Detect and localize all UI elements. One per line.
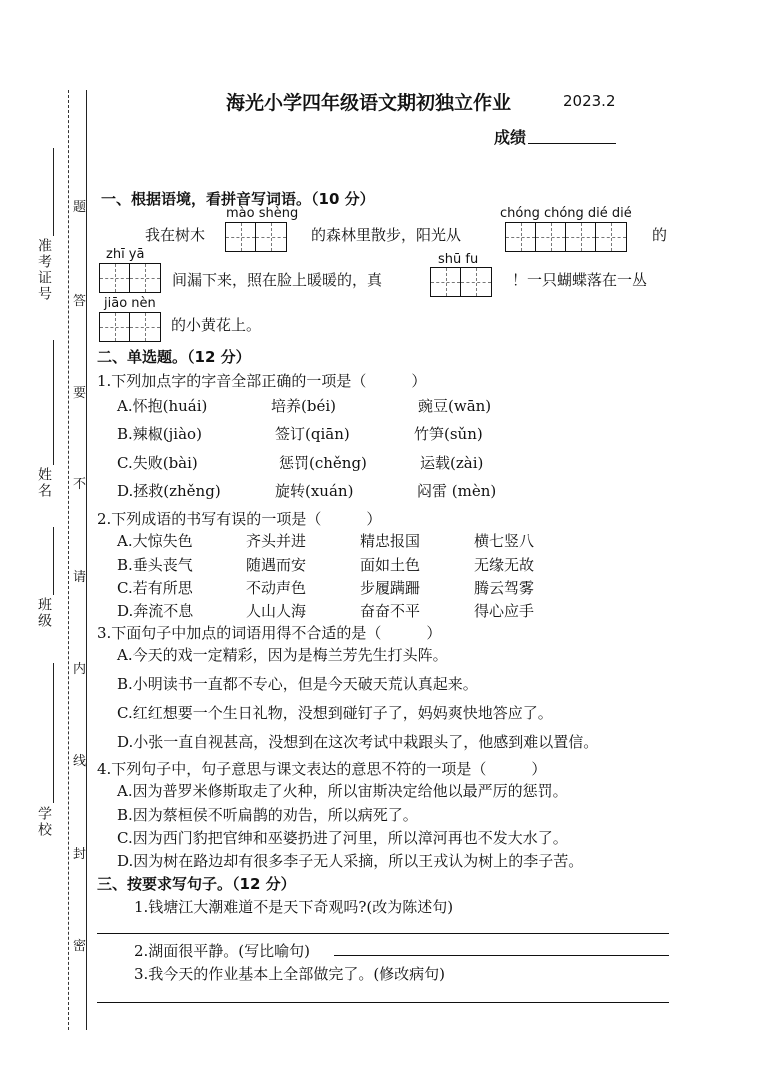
question-3-stem: 3.下面句子中加点的词语用得不合适的是（ ）: [97, 624, 442, 642]
q2-option: 精忠报国: [360, 532, 421, 550]
section2-heading: 二、单选题。（12 分）: [97, 348, 251, 366]
passage-text: ！一只蝴蝶落在一丛: [512, 271, 648, 289]
q1-option: D.拯救(zhěng): [117, 482, 221, 500]
answer-grid-2[interactable]: [505, 222, 627, 252]
q1-option: 旋转(xuán): [275, 482, 354, 500]
q2-option: D.奔流不息: [117, 602, 194, 620]
q2-option: C.若有所思: [117, 579, 193, 597]
q3-option: C.红红想要一个生日礼物，没想到碰钉子了，妈妈爽快地答应了。: [117, 704, 553, 722]
q1-option: A.怀抱(huái): [117, 397, 208, 415]
seal-char: 不: [73, 477, 87, 492]
label-class: 班级: [36, 597, 52, 629]
passage-text: 间漏下来，照在脸上暖暖的，真: [172, 271, 383, 289]
exam-date: 2023.2: [563, 92, 616, 110]
seal-char: 请: [73, 570, 87, 585]
answer-grid-5[interactable]: [99, 312, 161, 342]
seal-char: 要: [73, 386, 87, 401]
binding-solid-line: [86, 90, 87, 1030]
q2-option: 齐头并进: [246, 532, 307, 550]
q2-option: 随遇而安: [246, 556, 307, 574]
q2-option: 无缘无故: [474, 556, 535, 574]
q1-option: 惩罚(chěng): [279, 454, 367, 472]
q4-option: B.因为蔡桓侯不听扁鹊的劝告，所以病死了。: [117, 806, 418, 824]
q3-option: A.今天的戏一定精彩，因为是梅兰芳先生打头阵。: [117, 646, 448, 664]
q1-option: B.辣椒(jiào): [117, 425, 202, 443]
seal-char: 答: [73, 294, 87, 309]
pinyin-1: mào shèng: [226, 206, 299, 221]
q2-option: 得心应手: [474, 602, 535, 620]
label-exam-number: 准考证号: [36, 238, 52, 302]
q4-option: C.因为西门豹把官绅和巫婆扔进了河里，所以漳河再也不发大水了。: [117, 829, 568, 847]
q1-option: 运载(zài): [420, 454, 484, 472]
sentence-task-2: 2.湖面很平静。(写比喻句): [134, 942, 311, 960]
score-label: 成绩: [494, 128, 527, 147]
q2-option: 人山人海: [246, 602, 307, 620]
cut-dashed-line: [68, 90, 69, 1030]
label-name: 姓名: [36, 467, 52, 499]
answer-line-1[interactable]: [97, 933, 669, 934]
line-class: [53, 527, 54, 595]
seal-char: 线: [73, 754, 87, 769]
section1-heading: 一、根据语境，看拼音写词语。（10 分）: [101, 190, 375, 208]
q2-option: 横七竖八: [474, 532, 535, 550]
question-2-stem: 2.下列成语的书写有误的一项是（ ）: [97, 510, 382, 528]
passage-text: 我在树木: [145, 226, 206, 244]
q2-option: B.垂头丧气: [117, 556, 193, 574]
binding-margin: [0, 0, 100, 1074]
sentence-task-3: 3.我今天的作业基本上全部做完了。(修改病句): [134, 965, 446, 983]
pinyin-3: zhī yā: [106, 247, 145, 262]
score-field[interactable]: [528, 143, 616, 144]
q1-option: C.失败(bài): [117, 454, 198, 472]
q2-option: A.大惊失色: [117, 532, 193, 550]
q3-option: D.小张一直自视甚高，没想到在这次考试中栽跟头了，他感到难以置信。: [117, 733, 599, 751]
section3-heading: 三、按要求写句子。（12 分）: [97, 875, 296, 893]
q1-option: 竹笋(sǔn): [414, 425, 483, 443]
q3-option: B.小明读书一直都不专心，但是今天破天荒认真起来。: [117, 675, 478, 693]
q2-option: 奋奋不平: [360, 602, 421, 620]
line-name: [53, 340, 54, 465]
seal-char: 密: [73, 939, 87, 954]
page-title: 海光小学四年级语文期初独立作业: [226, 92, 512, 114]
q1-option: 闷雷 (mèn): [417, 482, 497, 500]
q4-option: D.因为树在路边却有很多李子无人采摘，所以王戎认为树上的李子苦。: [117, 852, 584, 870]
q1-option: 培养(béi): [271, 397, 336, 415]
answer-line-3[interactable]: [97, 1002, 669, 1003]
q2-option: 步履蹒跚: [360, 579, 421, 597]
seal-char: 题: [73, 200, 87, 215]
line-school: [53, 663, 54, 803]
question-4-stem: 4.下列句子中，句子意思与课文表达的意思不符的一项是（ ）: [97, 760, 547, 778]
passage-text: 的森林里散步，阳光从: [311, 226, 462, 244]
seal-char: 封: [73, 847, 87, 862]
answer-line-2[interactable]: [334, 955, 669, 956]
label-school: 学校: [36, 806, 52, 838]
answer-grid-3[interactable]: [99, 263, 161, 293]
q4-option: A.因为普罗米修斯取走了火种，所以宙斯决定给他以最严厉的惩罚。: [117, 782, 568, 800]
answer-grid-4[interactable]: [430, 267, 492, 297]
sentence-task-1: 1.钱塘江大潮难道不是天下奇观吗?(改为陈述句): [134, 898, 454, 916]
passage-text: 的: [652, 226, 668, 244]
q2-option: 腾云驾雾: [474, 579, 535, 597]
seal-char: 内: [73, 662, 87, 677]
q1-option: 豌豆(wān): [418, 397, 492, 415]
question-1-stem: 1.下列加点字的字音全部正确的一项是（ ）: [97, 372, 427, 390]
q1-option: 签订(qiān): [275, 425, 350, 443]
pinyin-2: chóng chóng dié dié: [500, 206, 632, 221]
line-exam-number: [53, 148, 54, 236]
pinyin-5: jiāo nèn: [104, 296, 156, 311]
answer-grid-1[interactable]: [225, 222, 287, 252]
q2-option: 面如土色: [360, 556, 421, 574]
pinyin-4: shū fu: [438, 252, 479, 267]
passage-text: 的小黄花上。: [171, 316, 262, 334]
q2-option: 不动声色: [246, 579, 307, 597]
